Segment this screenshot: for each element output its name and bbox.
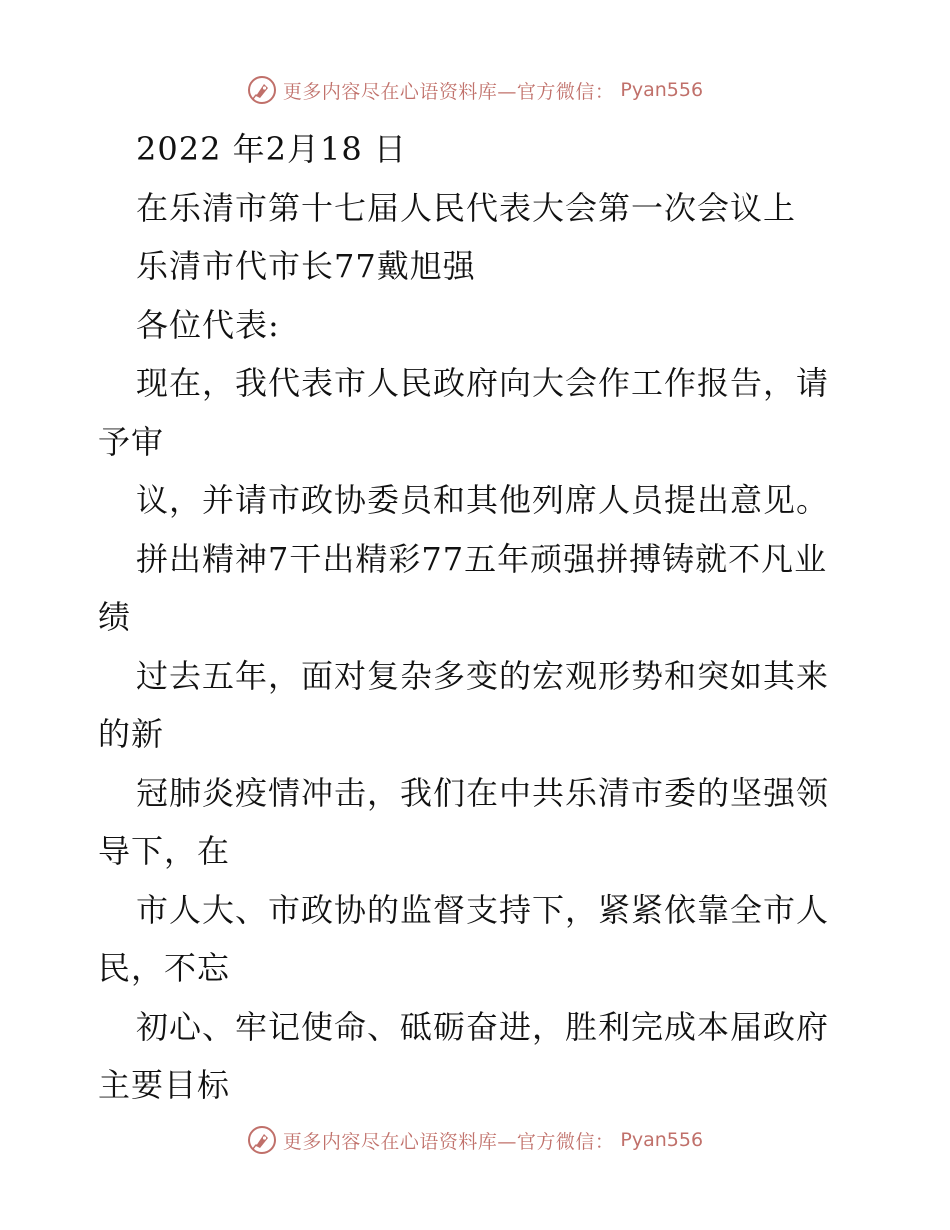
watermark-wechat-id: Pyan556 [620, 1129, 704, 1151]
text-line: 在乐清市第十七届人民代表大会第一次会议上 [136, 188, 797, 227]
text-line: 各位代表: [136, 305, 280, 344]
text-line: 的新 [98, 715, 165, 753]
watermark-text: 更多内容尽在心语资料库—官方微信： [282, 1130, 615, 1153]
text-line: 主要目标 [98, 1066, 231, 1104]
footer-watermark [0, 1120, 950, 1160]
text-line: 予审 [98, 422, 165, 461]
watermark-text: 更多内容尽在心语资料库—官方微信： [282, 80, 615, 103]
text-line: 绩 [98, 598, 132, 636]
text-line: 拼出精神7干出精彩77五年顽强拼搏铸就不凡业 [136, 539, 828, 578]
text-line: 乐清市代市长77戴旭强 [136, 247, 476, 285]
text-line: 现在，我代表市人民政府向大会作工作报告，请 [136, 364, 830, 402]
text-line: 初心、牢记使命、砥砺奋进，胜利完成本届政府 [136, 1007, 830, 1046]
text-line: 民，不忘 [98, 949, 231, 987]
watermark-wechat-id: Pyan556 [620, 79, 704, 101]
text-line: 导下，在 [98, 832, 231, 870]
text-line: 议，并请市政协委员和其他列席人员提出意见。 [136, 481, 830, 519]
text-line: 2022 年2月18 日 [136, 130, 407, 168]
pen-nib-icon [247, 75, 277, 105]
text-line: 冠肺炎疫情冲击，我们在中共乐清市委的坚强领 [136, 773, 830, 812]
text-line: 过去五年，面对复杂多变的宏观形势和突如其来 [136, 656, 830, 695]
document-body [98, 120, 868, 1115]
header-watermark [0, 70, 950, 110]
text-line: 市人大、市政协的监督支持下，紧紧依靠全市人 [136, 890, 830, 929]
pen-nib-icon [247, 1125, 277, 1155]
